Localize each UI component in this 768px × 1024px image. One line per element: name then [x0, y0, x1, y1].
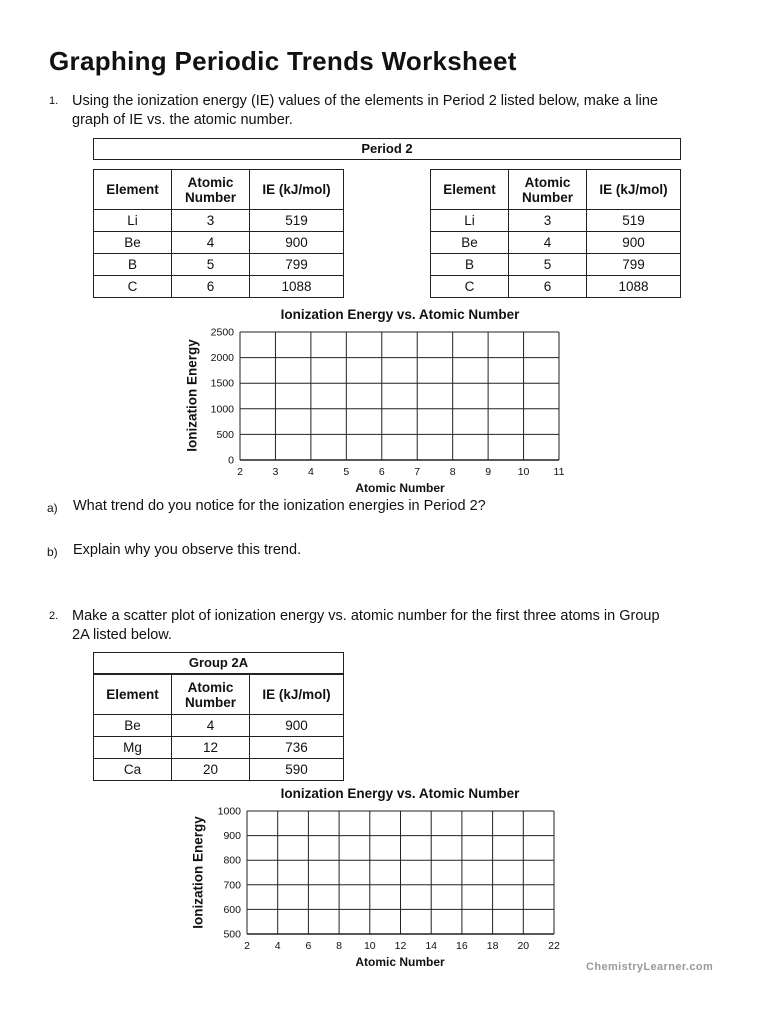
question-1-text	[72, 92, 658, 130]
chart-2-grid	[200, 803, 580, 955]
cell-ie: 900	[250, 715, 344, 737]
table-row	[94, 276, 344, 298]
cell-ie: 799	[250, 254, 344, 276]
cell-ie: 519	[587, 210, 681, 232]
question-1-line-1: Using the ionization energy (IE) values of the elements in Period 2 listed below, make a line	[72, 93, 658, 109]
period-2-table-right	[430, 169, 681, 298]
group-2a-table-title: Group 2A	[93, 652, 344, 674]
atomic-header-line-2: Number	[521, 189, 573, 205]
chart-2-x-tick-label: 10	[363, 940, 376, 952]
cell-atomic: 3	[172, 210, 250, 232]
table-row	[94, 254, 344, 276]
chart-2-x-tick-label: 8	[336, 940, 343, 952]
atomic-header-line-1: Atomic	[524, 174, 571, 190]
chart-2-y-tick-label: 700	[223, 879, 241, 892]
chart-1-x-tick-label: 10	[517, 466, 530, 478]
cell-ie: 1088	[587, 276, 681, 298]
footer-brand: ChemistryLearner.com	[586, 961, 714, 973]
cell-ie: 590	[250, 759, 344, 781]
table-header-row	[431, 170, 681, 210]
chart-2-x-tick-label: 4	[274, 940, 281, 952]
chart-1-grid	[200, 322, 580, 482]
cell-atomic: 20	[172, 759, 250, 781]
table-row	[431, 210, 681, 232]
chart-1-x-tick-label: 5	[343, 466, 350, 478]
chart-1-title: Ionization Energy vs. Atomic Number	[280, 307, 520, 322]
cell-ie: 519	[250, 210, 344, 232]
column-header-element: Element	[431, 170, 509, 210]
cell-atomic: 3	[509, 210, 587, 232]
chart-1-x-tick-label: 4	[307, 466, 314, 478]
table-row	[431, 276, 681, 298]
cell-element: C	[431, 276, 509, 298]
chart-1-y-tick-label: 500	[216, 428, 234, 441]
chart-1-xlabel: Atomic Number	[355, 481, 445, 495]
column-header-ie: IE (kJ/mol)	[587, 170, 681, 210]
question-1-line-2: graph of IE vs. the atomic number.	[72, 112, 293, 128]
chart-1-x-tick-label: 2	[237, 466, 243, 478]
chart-1-x-tick-label: 3	[272, 466, 279, 478]
chart-1-x-tick-label: 6	[378, 466, 385, 478]
question-1b-letter: b)	[47, 545, 58, 559]
chart-2-ylabel: Ionization Energy	[190, 816, 206, 929]
table-header-row	[94, 170, 344, 210]
period-2-table-left	[93, 169, 344, 298]
cell-ie: 736	[250, 737, 344, 759]
cell-atomic: 12	[172, 737, 250, 759]
cell-element: C	[94, 276, 172, 298]
cell-ie: 799	[587, 254, 681, 276]
cell-ie: 900	[250, 232, 344, 254]
table-row	[94, 210, 344, 232]
chart-2-x-tick-label: 14	[425, 940, 438, 952]
cell-atomic: 5	[172, 254, 250, 276]
chart-2-y-tick-label: 900	[223, 830, 241, 843]
column-header-atomic-number	[172, 675, 250, 715]
question-2-line-2: 2A listed below.	[72, 627, 172, 643]
cell-element: Be	[94, 232, 172, 254]
cell-element: B	[94, 254, 172, 276]
question-2-text	[72, 607, 660, 645]
question-1-number: 1.	[49, 95, 59, 107]
chart-1-x-tick-label: 9	[485, 466, 492, 478]
chart-2-x-tick-label: 16	[456, 940, 468, 952]
table-header-row	[94, 675, 344, 715]
column-header-atomic-number	[509, 170, 587, 210]
question-1a-text: What trend do you notice for the ionization energies in Period 2?	[73, 498, 486, 514]
chart-1-x-tick-label: 8	[449, 466, 456, 478]
atomic-header-line-1: Atomic	[187, 174, 234, 190]
table-row	[431, 232, 681, 254]
question-2-number: 2.	[49, 610, 59, 622]
cell-element: Mg	[94, 737, 172, 759]
column-header-ie: IE (kJ/mol)	[250, 675, 344, 715]
table-row	[94, 737, 344, 759]
chart-2-x-tick-label: 22	[548, 940, 560, 952]
column-header-element: Element	[94, 170, 172, 210]
cell-atomic: 5	[509, 254, 587, 276]
chart-1-y-tick-label: 1000	[210, 403, 234, 416]
cell-element: Be	[94, 715, 172, 737]
column-header-atomic-number	[172, 170, 250, 210]
cell-element: B	[431, 254, 509, 276]
cell-atomic: 6	[509, 276, 587, 298]
cell-element: Li	[431, 210, 509, 232]
question-1b-text: Explain why you observe this trend.	[73, 542, 302, 558]
chart-1-x-tick-label: 11	[553, 466, 565, 478]
chart-2-y-tick-label: 600	[223, 903, 241, 916]
period-2-table-title: Period 2	[93, 138, 681, 160]
cell-atomic: 4	[172, 715, 250, 737]
table-row	[94, 715, 344, 737]
cell-element: Li	[94, 210, 172, 232]
chart-2-y-tick-label: 1000	[217, 805, 241, 818]
chart-2-x-tick-label: 20	[517, 940, 530, 952]
chart-1-y-tick-label: 0	[228, 454, 234, 467]
chart-2-x-tick-label: 6	[305, 940, 312, 952]
question-2-line-1: Make a scatter plot of ionization energy vs. atomic number for the first three atoms in Group	[72, 608, 660, 624]
atomic-header-line-1: Atomic	[187, 679, 234, 695]
cell-atomic: 6	[172, 276, 250, 298]
atomic-header-line-2: Number	[184, 694, 236, 710]
atomic-header-line-2: Number	[184, 189, 236, 205]
table-row	[94, 759, 344, 781]
chart-2-y-tick-label: 500	[223, 928, 241, 941]
cell-ie: 900	[587, 232, 681, 254]
chart-2-title: Ionization Energy vs. Atomic Number	[280, 786, 520, 801]
chart-1-y-tick-label: 2000	[210, 352, 234, 365]
chart-1-y-tick-label: 1500	[210, 377, 234, 390]
cell-atomic: 4	[509, 232, 587, 254]
page-title: Graphing Periodic Trends Worksheet	[49, 46, 517, 76]
cell-element: Ca	[94, 759, 172, 781]
table-row	[94, 232, 344, 254]
chart-1-y-tick-label: 2500	[210, 326, 234, 339]
column-header-element: Element	[94, 675, 172, 715]
chart-2-y-tick-label: 800	[223, 854, 241, 867]
question-1a-letter: a)	[47, 501, 58, 515]
chart-1-ylabel: Ionization Energy	[184, 339, 200, 452]
cell-ie: 1088	[250, 276, 344, 298]
chart-2-x-tick-label: 12	[394, 940, 407, 952]
column-header-ie: IE (kJ/mol)	[250, 170, 344, 210]
table-row	[431, 254, 681, 276]
chart-1-x-tick-label: 7	[414, 466, 421, 478]
chart-2-xlabel: Atomic Number	[355, 955, 445, 969]
cell-atomic: 4	[172, 232, 250, 254]
cell-element: Be	[431, 232, 509, 254]
chart-2-x-tick-label: 2	[244, 940, 250, 952]
group-2a-table	[93, 674, 344, 781]
chart-2-x-tick-label: 18	[486, 940, 499, 952]
